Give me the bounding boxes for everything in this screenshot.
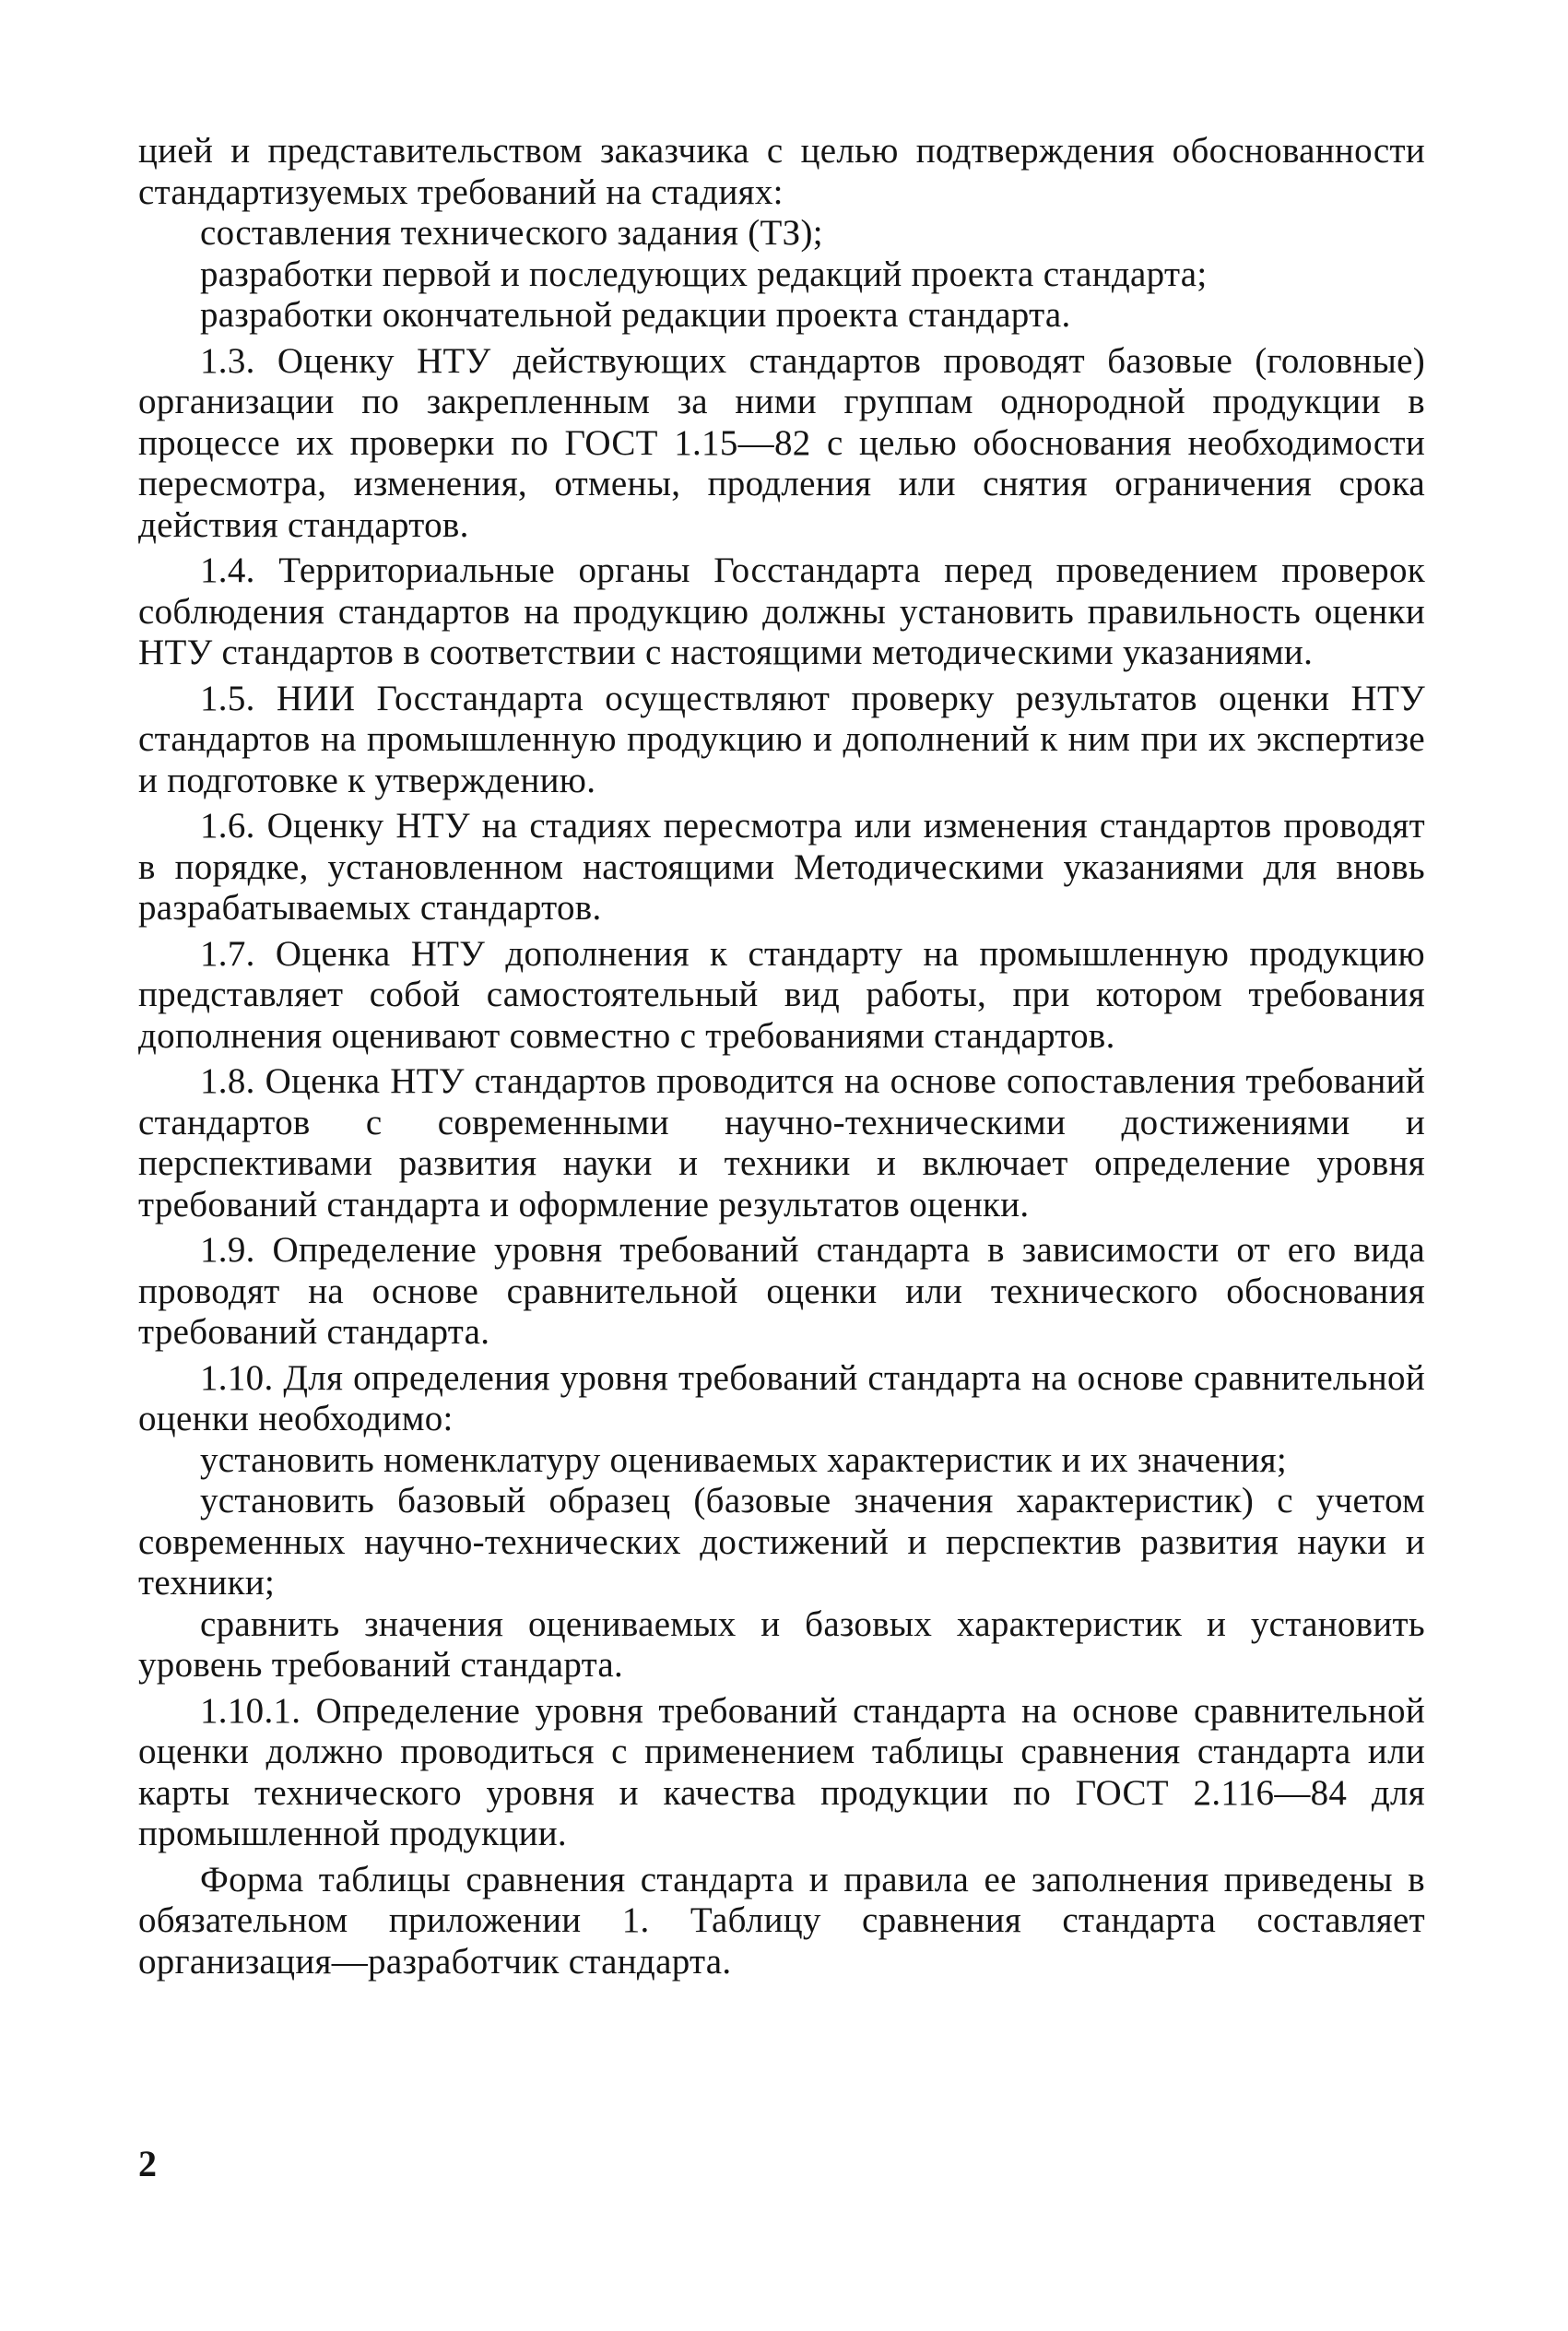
paragraph-1-6: 1.6. Оценку НТУ на стадиях пересмотра или изменения стандартов проводят в порядке, установленном настоящими Методическими указаниями для вновь разрабатываемых стандартов. [138, 806, 1425, 928]
list-item-final: разработки окончательной редакции проекта стандарта. [200, 295, 1071, 335]
document-body [138, 131, 1425, 1982]
list-item-nomenclature: установить номенклатуру оцениваемых характеристик и их значения; [200, 1439, 1288, 1480]
paragraph-1-10-1: 1.10.1. Определение уровня требований стандарта на основе сравнительной оценки должно проводиться с применением таблицы сравнения стандарта или карты технического уровня и качества продукции по ГОСТ 2.116—84 для промышленной продукции. [138, 1690, 1425, 1853]
paragraph-continuation: цией и представительством заказчика с целью подтверждения обоснованности стандартизуемых требований на стадиях: [138, 131, 1425, 212]
paragraph-1-7: 1.7. Оценка НТУ дополнения к стандарту на промышленную продукцию представляет собой самостоятельный вид работы, при котором требования дополнения оценивают совместно с требованиями стандартов. [138, 933, 1425, 1056]
paragraph-1-3: 1.3. Оценку НТУ действующих стандартов проводят базовые (головные) организации по закрепленным за ними группам однородной продукции в процессе их проверки по ГОСТ 1.15—82 с целью обоснования необходимости пересмотра, изменения, отмены, продления или снятия ограничения срока действия стандартов. [138, 340, 1425, 545]
list-item-draft: разработки первой и последующих редакций проекта стандарта; [200, 254, 1208, 294]
paragraph-1-10: 1.10. Для определения уровня требований стандарта на основе сравнительной оценки необходимо: [138, 1357, 1425, 1438]
list-item-compare: сравнить значения оцениваемых и базовых характеристик и установить уровень требований стандарта. [138, 1603, 1425, 1685]
paragraph-1-9: 1.9. Определение уровня требований стандарта в зависимости от его вида проводят на основе сравнительной оценки или технического обоснования требований стандарта. [138, 1230, 1425, 1352]
list-item-base-sample: установить базовый образец (базовые значения характеристик) с учетом современных научно-технических достижений и перспектив развития науки и техники; [138, 1481, 1425, 1603]
page-number: 2 [138, 2143, 157, 2184]
paragraph-1-8: 1.8. Оценка НТУ стандартов проводится на основе сопоставления требований стандартов с современными научно-техническими достижениями и перспективами развития науки и техники и включает определение уровня требований стандарта и оформление результатов оценки. [138, 1061, 1425, 1225]
paragraph-1-4: 1.4. Территориальные органы Госстандарта перед проведением проверок соблюдения стандартов на продукцию должны установить правильность оценки НТУ стандартов в соответствии с настоящими методическими указаниями. [138, 550, 1425, 672]
list-item-tz: составления технического задания (ТЗ); [200, 213, 823, 253]
paragraph-1-5: 1.5. НИИ Госстандарта осуществляют проверку результатов оценки НТУ стандартов на промышленную продукцию и дополнений к ним при их экспертизе и подготовке к утверждению. [138, 678, 1425, 800]
paragraph-table-form: Форма таблицы сравнения стандарта и правила ее заполнения приведены в обязательном приложении 1. Таблицу сравнения стандарта составляет организация—разработчик стандарта. [138, 1859, 1425, 1982]
